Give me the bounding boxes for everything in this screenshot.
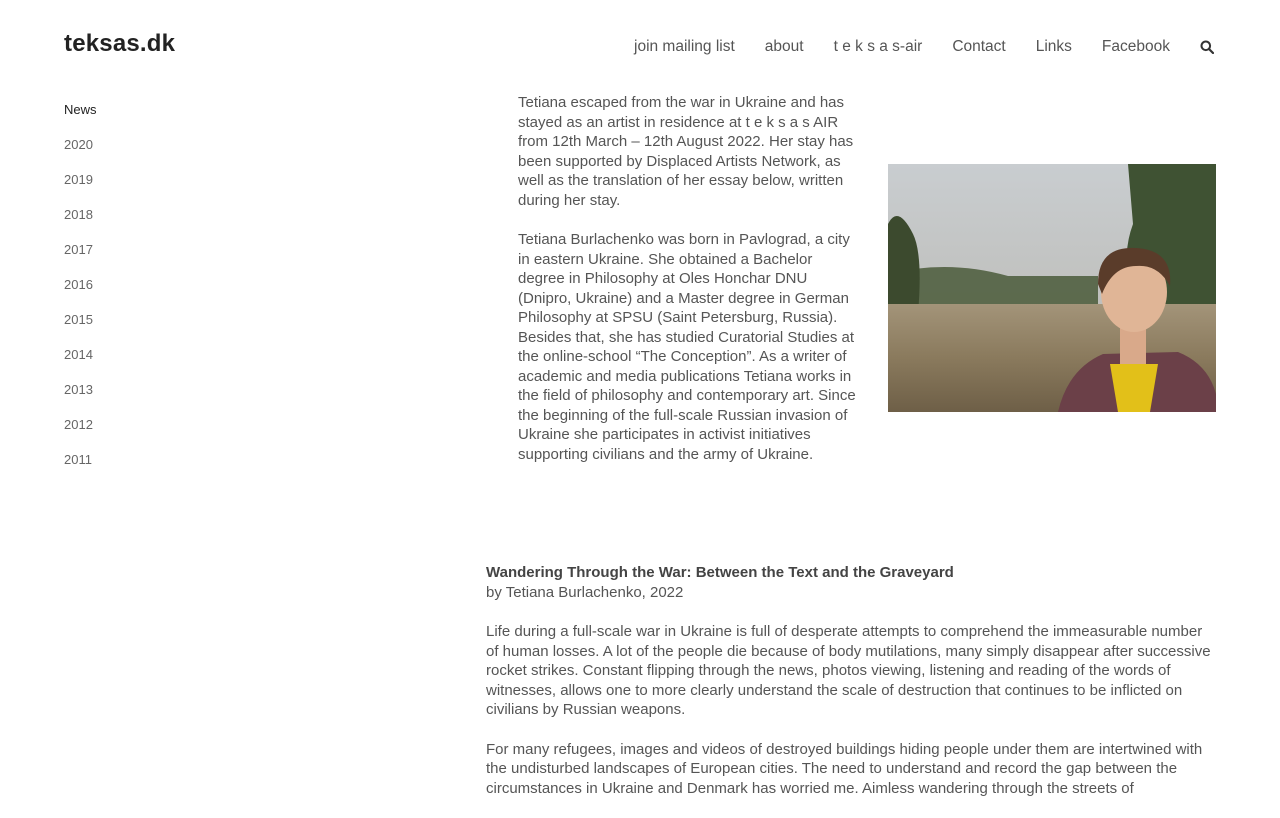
essay-paragraph: For many refugees, images and videos of destroyed buildings hiding people under them are intertwined with the undisturbed landscapes of European cities. The need to understand and record the gap between the circumstances in Ukraine and Denmark has worried me. Aimless wandering through the streets of bbox=[486, 740, 1203, 797]
nav-about[interactable]: about bbox=[764, 38, 804, 55]
intro-paragraph-bio: Tetiana Burlachenko was born in Pavlograd, a city in eastern Ukraine. She obtained a Bachelor degree in Philosophy at Oles Honchar DNU (Dnipro, Ukraine) and a Master degree in German Philosophy at SPSU (Saint Petersburg, Russia). Besides that, she has studied Curatorial Studies at the online-school “The Conception”. As a writer of academic and media publications Tetiana works in the field of philosophy and contemporary art. Since the beginning of the full-scale Russian invasion of Ukraine she participates in activist initiatives supporting civilians and the army of Ukraine. bbox=[518, 231, 856, 463]
site-logo[interactable]: teksas.dk bbox=[64, 30, 176, 57]
main-nav bbox=[604, 37, 1216, 57]
nav-contact[interactable]: Contact bbox=[952, 38, 1006, 55]
sidebar-archive bbox=[64, 100, 97, 485]
sidebar-item-2019[interactable]: 2019 bbox=[64, 172, 93, 187]
essay-byline: by Tetiana Burlachenko, 2022 bbox=[486, 583, 684, 601]
essay-paragraph: Life during a full-scale war in Ukraine is full of desperate attempts to comprehend the immeasurable number of human losses. A lot of the people die because of body mutilations, many simply disappear after successive rocket strikes. Constant flipping through the news, photos viewing, listening and reading of the words of witnesses, allows one to more clearly understand the scale of destruction that continues to be inflicted on civilians by Russian weapons. bbox=[486, 623, 1211, 718]
nav-join-mailing-list[interactable]: join mailing list bbox=[634, 38, 735, 55]
nav-facebook[interactable]: Facebook bbox=[1101, 38, 1170, 55]
sidebar-item-2014[interactable]: 2014 bbox=[64, 347, 93, 362]
sidebar-item-2016[interactable]: 2016 bbox=[64, 277, 93, 292]
sidebar-item-2017[interactable]: 2017 bbox=[64, 242, 93, 257]
search-icon[interactable] bbox=[1200, 37, 1216, 57]
essay-title: Wandering Through the War: Between the Text and the Graveyard bbox=[486, 564, 954, 581]
sidebar-item-news[interactable]: News bbox=[64, 102, 97, 117]
essay bbox=[486, 563, 1216, 818]
nav-links[interactable]: Links bbox=[1035, 38, 1072, 55]
intro-paragraph-residency: Tetiana escaped from the war in Ukraine and has stayed as an artist in residence at t e k s a s AIR from 12th March – 12th August 2022. Her stay has been supported by Displaced Artists Network, as well as the translation of her essay below, written during her stay. bbox=[518, 94, 854, 209]
sidebar-item-2018[interactable]: 2018 bbox=[64, 207, 93, 222]
portrait-photo bbox=[888, 164, 1216, 412]
sidebar-item-2011[interactable]: 2011 bbox=[64, 452, 92, 467]
nav-teksas-air[interactable]: t e k s a s-air bbox=[833, 38, 923, 55]
sidebar-item-2020[interactable]: 2020 bbox=[64, 137, 93, 152]
artist-intro bbox=[518, 93, 860, 484]
sidebar-item-2012[interactable]: 2012 bbox=[64, 417, 93, 432]
sidebar-item-2013[interactable]: 2013 bbox=[64, 382, 93, 397]
sidebar-item-2015[interactable]: 2015 bbox=[64, 312, 93, 327]
